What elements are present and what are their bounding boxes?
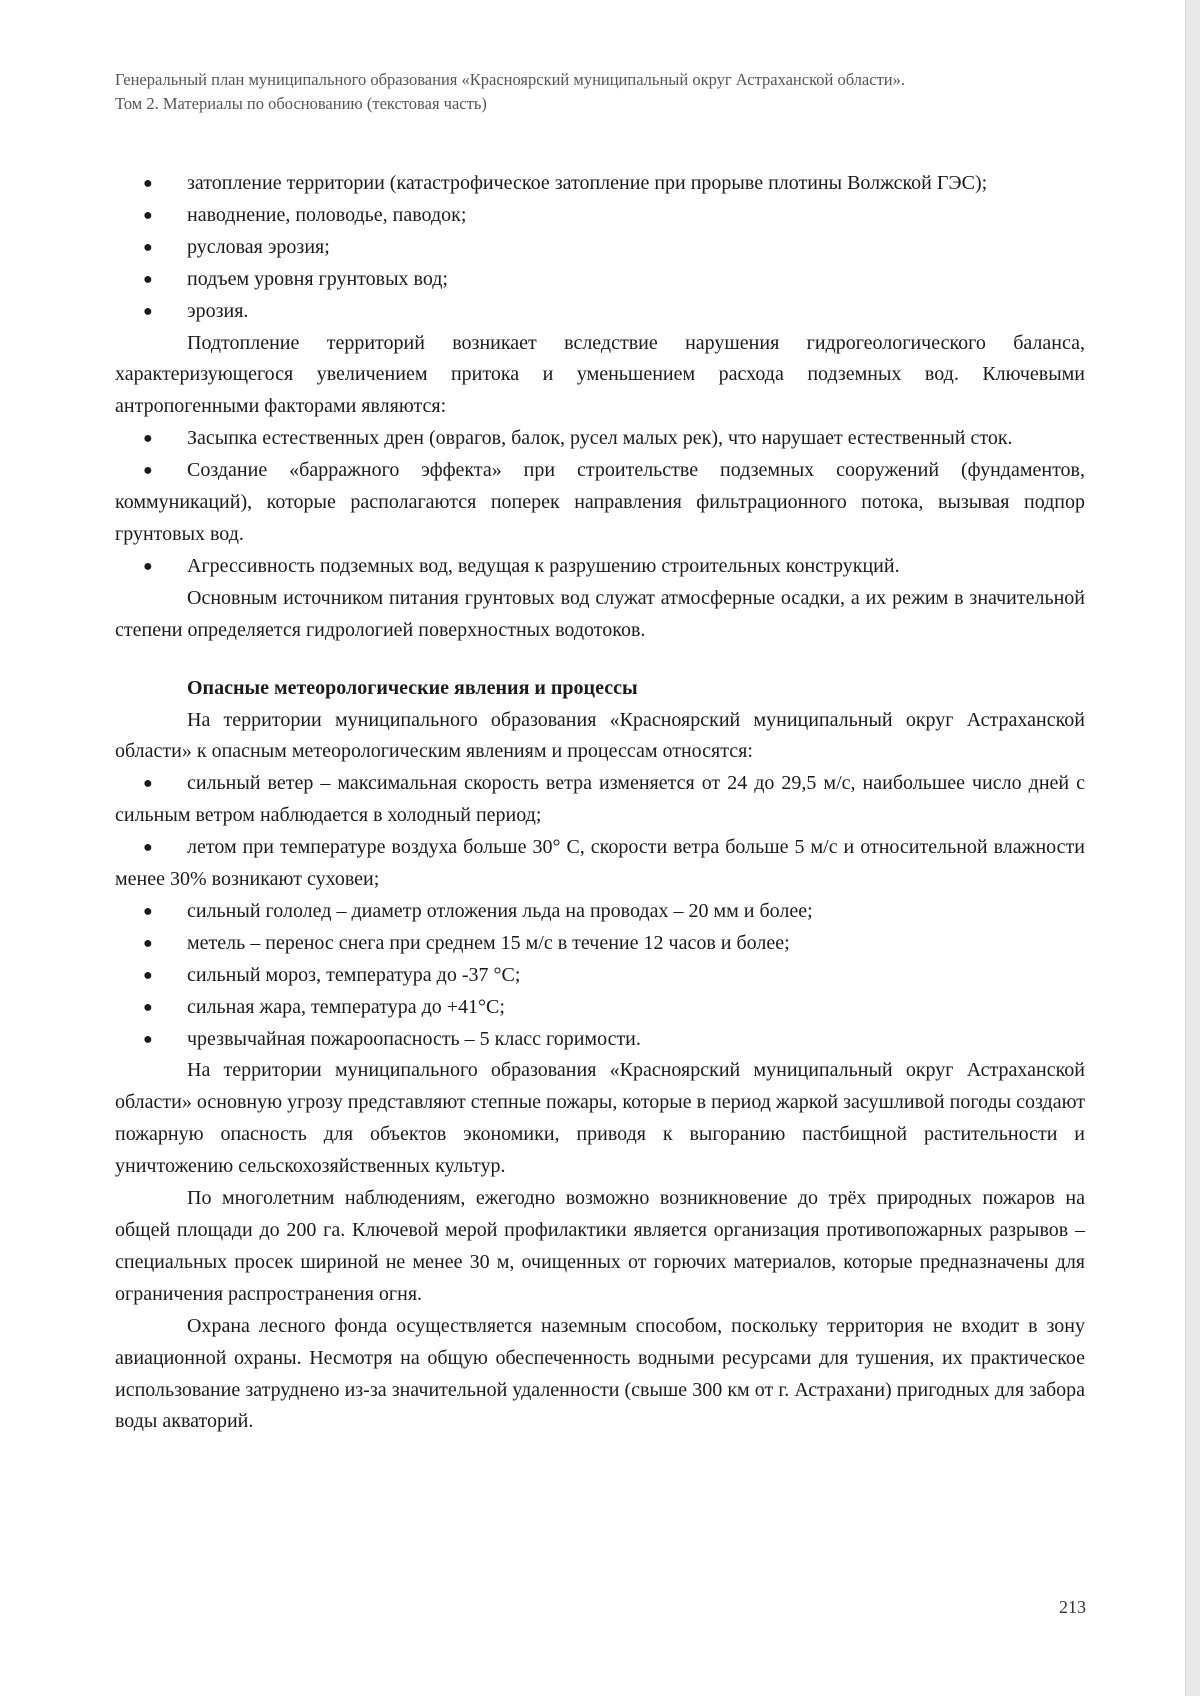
- bullet-icon: ●: [143, 238, 153, 256]
- header-line-1: Генеральный план муниципального образования «Красноярский муниципальный округ Астраханской области».: [115, 70, 905, 89]
- list-item: ● метель – перенос снега при среднем 15 м/с в течение 12 часов и более;: [115, 928, 1085, 960]
- bullet-icon: ●: [143, 839, 153, 857]
- list-item: ● сильный гололед – диаметр отложения льда на проводах – 20 мм и более;: [115, 896, 1085, 928]
- page-edge: [1185, 0, 1200, 1696]
- section-heading: Опасные метеорологические явления и процессы: [187, 676, 638, 699]
- list-item: ● наводнение, половодье, паводок;: [115, 200, 1085, 232]
- list-item: ● подъем уровня грунтовых вод;: [115, 264, 1085, 296]
- list-item: ● русловая эрозия;: [115, 232, 1085, 264]
- document-body: [115, 168, 1085, 1438]
- list-item: ● сильный мороз, температура до -37 °С;: [115, 960, 1085, 992]
- running-header: [115, 68, 1090, 116]
- list-item: ● чрезвычайная пожароопасность – 5 класс горимости.: [115, 1024, 1085, 1056]
- paragraph-fire-prevention: По многолетним наблюдениям, ежегодно возможно возникновение до трёх природных пожаров на общей площади до 200 га. Ключевой мерой профилактики является организация противопожарных разрывов – специальных просек шириной не менее 30 м, очищенных от горючих материалов, которые предназначены для ограничения распространения огня.: [115, 1187, 1085, 1305]
- bullet-icon: ●: [143, 1030, 153, 1048]
- bullet-icon: ●: [143, 557, 153, 575]
- bullet-icon: ●: [143, 934, 153, 952]
- bullet-icon: ●: [143, 966, 153, 984]
- paragraph-meteo-intro: На территории муниципального образования «Красноярский муниципальный округ Астраханской области» к опасным метеорологическим явлениям и процессам относятся:: [115, 708, 1085, 763]
- list-item: ● Агрессивность подземных вод, ведущая к разрушению строительных конструкций.: [115, 551, 1085, 583]
- bullet-icon: ●: [143, 430, 153, 448]
- paragraph-groundwater: Основным источником питания грунтовых вод служат атмосферные осадки, а их режим в значительной степени определяется гидрологией поверхностных водотоков.: [115, 586, 1085, 641]
- header-line-2: Том 2. Материалы по обоснованию (текстовая часть): [115, 94, 487, 113]
- paragraph-steppe-fires: На территории муниципального образования «Красноярский муниципальный округ Астраханской области» основную угрозу представляют степные пожары, которые в период жаркой засушливой погоды создают пожарную опасность для объектов экономики, приводя к выгоранию пастбищной растительности и уничтожению сельскохозяйственных культур.: [115, 1059, 1085, 1178]
- list-item: ● летом при температуре воздуха больше 30° С, скорости ветра больше 5 м/с и относительной влажности менее 30% возникают суховеи;: [115, 832, 1085, 896]
- paragraph-flooding: Подтопление территорий возникает вследствие нарушения гидрогеологического баланса, характеризующегося увеличением притока и уменьшением расхода подземных вод. Ключевыми антропогенными факторами являются:: [115, 331, 1085, 418]
- list-item: ● сильная жара, температура до +41°С;: [115, 992, 1085, 1024]
- page-number: 213: [1059, 1597, 1086, 1617]
- bullet-icon: ●: [143, 902, 153, 920]
- bullet-icon: ●: [143, 302, 153, 320]
- bullet-icon: ●: [143, 175, 153, 192]
- bullet-icon: ●: [143, 998, 153, 1016]
- list-item: ● Создание «барражного эффекта» при строительстве подземных сооружений (фундаментов, коммуникаций), которые располагаются поперек направления фильтрационного потока, вызывая подпор грунтовых вод.: [115, 455, 1085, 551]
- bullet-icon: ●: [143, 206, 153, 224]
- list-item: ● сильный ветер – максимальная скорость ветра изменяется от 24 до 29,5 м/с, наибольшее число дней с сильным ветром наблюдается в холодный период;: [115, 768, 1085, 832]
- bullet-icon: ●: [143, 775, 153, 793]
- paragraph-forest-protection: Охрана лесного фонда осуществляется наземным способом, поскольку территория не входит в зону авиационной охраны. Несмотря на общую обеспеченность водными ресурсами для тушения, их практическое использование затруднено из-за значительной удаленности (свыше 300 км от г. Астрахани) пригодных для забора воды акваторий.: [115, 1314, 1085, 1433]
- list-item: ● затопление территории (катастрофическое затопление при прорыве плотины Волжской ГЭС);: [115, 168, 1085, 200]
- list-item: ● Засыпка естественных дрен (оврагов, балок, русел малых рек), что нарушает естественный сток.: [115, 423, 1085, 455]
- list-item: ● эрозия.: [115, 296, 1085, 328]
- bullet-icon: ●: [143, 270, 153, 288]
- bullet-icon: ●: [143, 462, 153, 480]
